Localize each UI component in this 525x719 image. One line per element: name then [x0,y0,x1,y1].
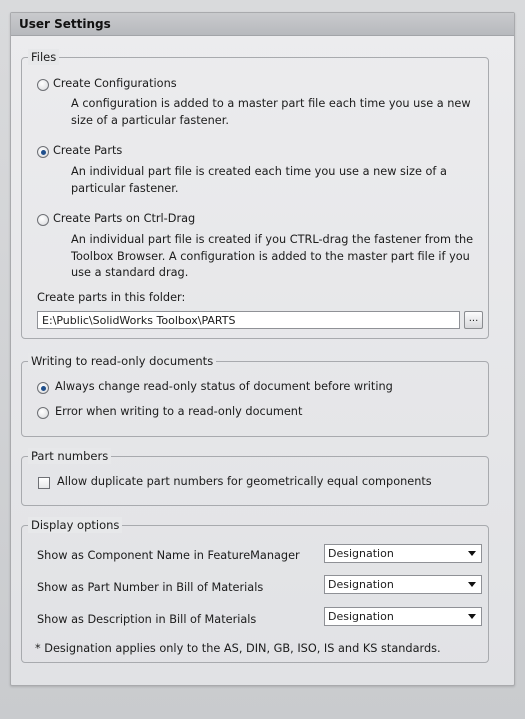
part-number-label: Show as Part Number in Bill of Materials [37,581,264,594]
allow-duplicate-part-numbers-label[interactable]: Allow duplicate part numbers for geometrically equal components [57,475,432,488]
component-name-select[interactable] [324,544,482,563]
description-label: Show as Description in Bill of Materials [37,613,257,626]
readonly-group [21,354,489,437]
error-readonly-label[interactable]: Error when writing to a read-only document [55,405,303,418]
files-group [21,50,489,339]
panel-title: User Settings [11,13,514,36]
always-change-readonly-label[interactable]: Always change read-only status of document before writing [55,380,393,393]
description-select-value: Designation [328,610,394,623]
create-parts-radio[interactable] [37,146,49,158]
create-parts-ctrl-drag-label[interactable]: Create Parts on Ctrl-Drag [53,212,196,225]
dropdown-arrow-icon [468,614,476,619]
part-numbers-legend: Part numbers [28,448,111,464]
user-settings-panel [10,12,515,686]
dropdown-arrow-icon [468,551,476,556]
display-options-legend: Display options [28,517,122,533]
create-configurations-description: A configuration is added to a master part file each time you use a new size of a particular fastener. [71,97,471,127]
create-configurations-label[interactable]: Create Configurations [53,77,177,90]
designation-footnote: * Designation applies only to the AS, DIN, GB, ISO, IS and KS standards. [35,642,441,655]
part-numbers-group [21,449,489,506]
dropdown-arrow-icon [468,582,476,587]
error-readonly-radio[interactable] [37,407,49,419]
create-parts-description: An individual part file is created each time you use a new size of a particular fastener. [71,165,447,195]
folder-label: Create parts in this folder: [37,291,186,304]
display-options-group [21,518,489,663]
create-configurations-radio[interactable] [37,79,49,91]
description-select[interactable] [324,607,482,626]
component-name-select-value: Designation [328,547,394,560]
browse-folder-button[interactable]: ... [464,311,483,329]
files-legend: Files [28,49,59,65]
component-name-label: Show as Component Name in FeatureManager [37,549,300,562]
folder-path-input[interactable]: E:\Public\SolidWorks Toolbox\PARTS [37,311,460,329]
readonly-legend: Writing to read-only documents [28,353,216,369]
create-parts-ctrl-drag-radio[interactable] [37,214,49,226]
part-number-select[interactable] [324,575,482,594]
always-change-readonly-radio[interactable] [37,382,49,394]
allow-duplicate-part-numbers-checkbox[interactable] [38,477,50,489]
create-parts-ctrl-drag-description: An individual part file is created if you CTRL-drag the fastener from the Toolbox Browser. A configuration is added to the master part file if you use a standard drag. [71,233,474,279]
create-parts-label[interactable]: Create Parts [53,144,123,157]
part-number-select-value: Designation [328,578,394,591]
